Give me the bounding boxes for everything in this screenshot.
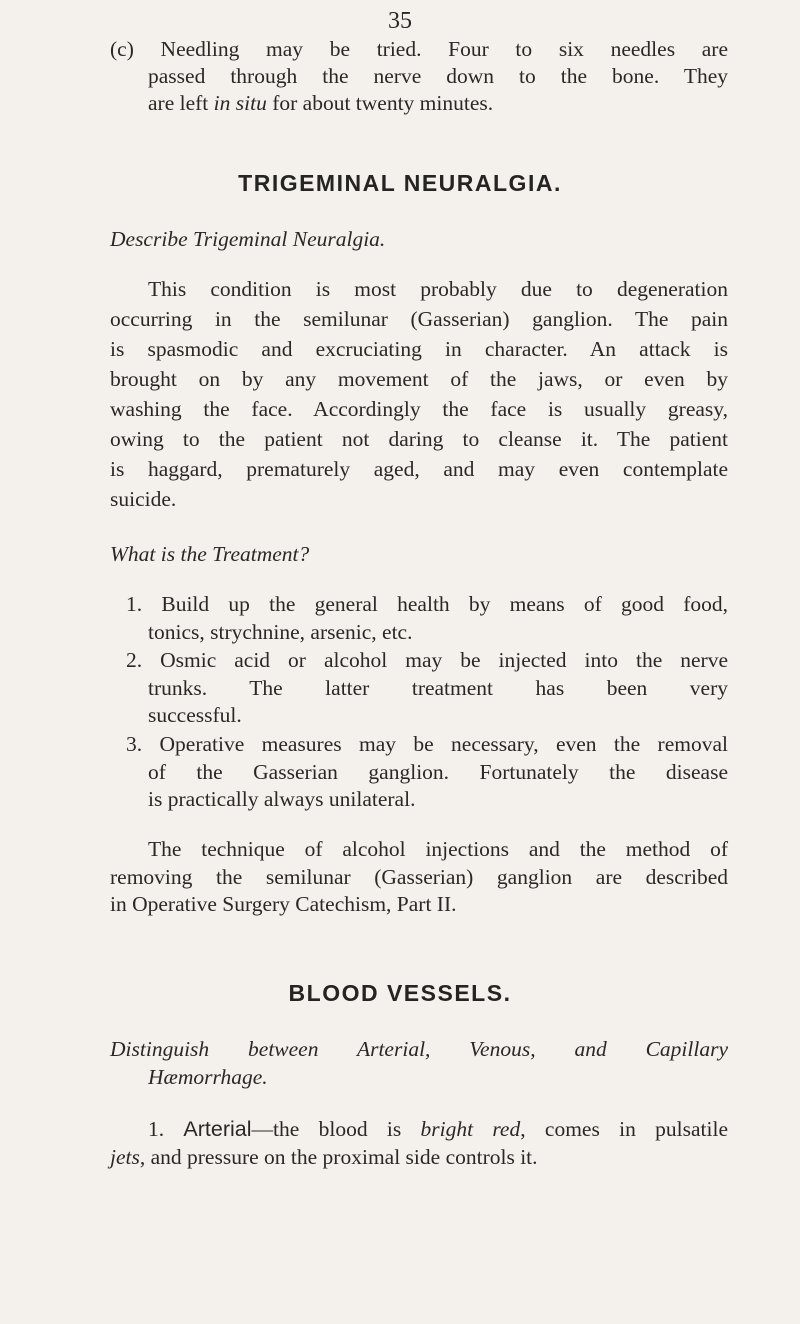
list-item-line: is practically always unilateral. (148, 787, 416, 811)
paragraph-line: brought on by any movement of the jaws, or even by (110, 367, 728, 391)
list-item-line (110, 1144, 728, 1170)
text: are left (148, 91, 214, 115)
question-heading: Describe Trigeminal Neuralgia. (110, 227, 386, 251)
needling-line: passed through the nerve down to the bone. They (148, 64, 728, 88)
list-item-line: of the Gasserian ganglion. Fortunately the disease (148, 760, 728, 784)
item-term: Arterial (183, 1117, 252, 1141)
question-heading: Distinguish between Arterial, Venous, and Capillary (110, 1037, 728, 1061)
list-item-line: successful. (148, 703, 242, 727)
paragraph-line: removing the semilunar (Gasserian) ganglion are described (110, 865, 728, 889)
section-heading-blood-vessels: BLOOD VESSELS. (288, 980, 512, 1006)
paragraph-line: suicide. (110, 487, 177, 511)
paragraph-line: is spasmodic and excruciating in character. An attack is (110, 337, 728, 361)
section-heading-trigeminal: TRIGEMINAL NEURALGIA. (238, 170, 562, 196)
paragraph-line: is haggard, prematurely aged, and may even contemplate (110, 457, 728, 481)
italic-text: in situ (213, 91, 267, 115)
paragraph-line: washing the face. Accordingly the face is usually greasy, (110, 397, 728, 421)
text: for about twenty minutes. (266, 91, 494, 115)
list-item-line: tonics, strychnine, arsenic, etc. (148, 620, 413, 644)
paragraph-line: The technique of alcohol injections and the method of (148, 837, 728, 861)
item-number: 1. (148, 1117, 165, 1141)
question-heading: Hæmorrhage. (148, 1065, 268, 1089)
list-item-line: 2. Osmic acid or alcohol may be injected into the nerve (126, 648, 728, 672)
italic-text: jets (110, 1145, 140, 1169)
list-item-line (148, 1116, 728, 1142)
paragraph-line: This condition is most probably due to degeneration (148, 277, 728, 301)
text: , comes in pulsatile (520, 1117, 728, 1141)
italic-text: bright red (420, 1117, 521, 1141)
needling-line: (c) Needling may be tried. Four to six needles are (110, 37, 728, 61)
text: , and pressure on the proximal side controls it. (139, 1145, 538, 1169)
list-item-line: 1. Build up the general health by means of good food, (126, 592, 728, 616)
list-item-line: 3. Operative measures may be necessary, even the removal (126, 732, 728, 756)
paragraph-line: owing to the patient not daring to cleanse it. The patient (110, 427, 728, 451)
page-number: 35 (388, 8, 412, 34)
paragraph-line: in Operative Surgery Catechism, Part II. (110, 892, 457, 916)
question-heading: What is the Treatment? (110, 542, 310, 566)
text: —the blood is (251, 1117, 421, 1141)
needling-line (148, 90, 728, 116)
paragraph-line: occurring in the semilunar (Gasserian) ganglion. The pain (110, 307, 728, 331)
list-item-line: trunks. The latter treatment has been very (148, 676, 728, 700)
